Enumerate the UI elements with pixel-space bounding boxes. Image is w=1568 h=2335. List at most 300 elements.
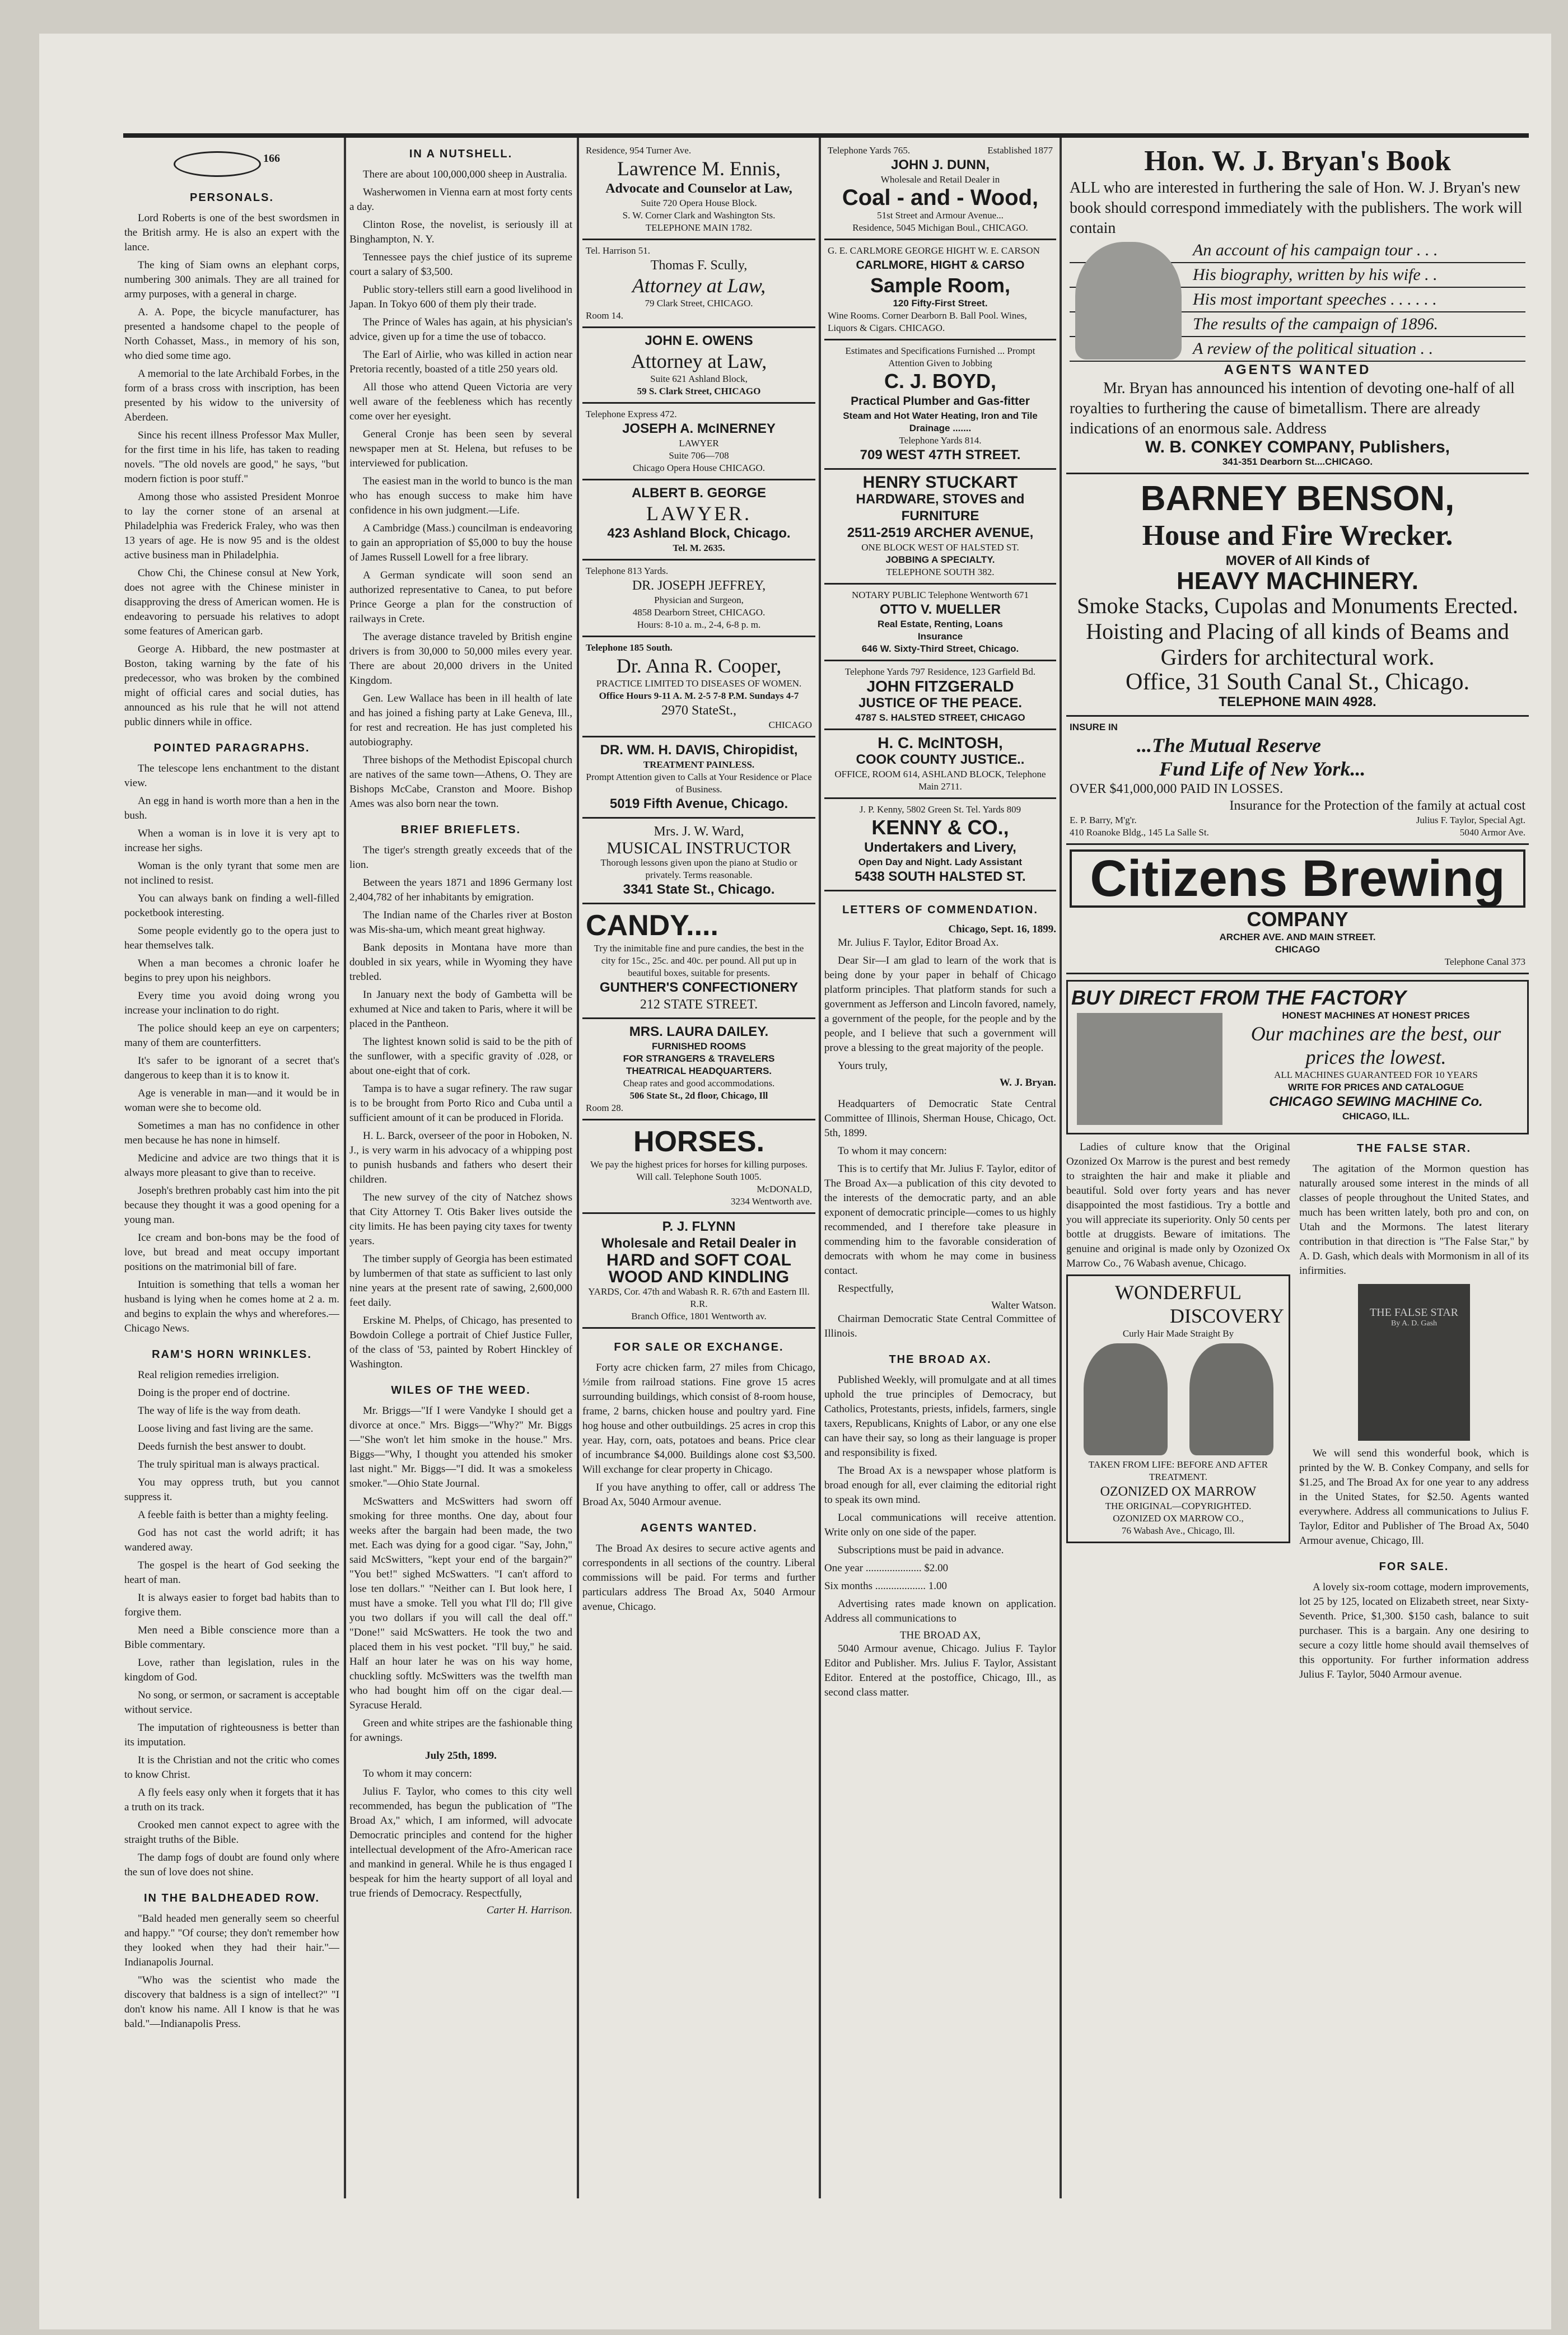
paragraph: To whom it may concern: bbox=[838, 1145, 947, 1157]
ad-horses bbox=[582, 1120, 815, 1214]
ad-text: CHICAGO bbox=[1275, 944, 1320, 955]
ad-jeffrey bbox=[582, 561, 815, 637]
ad-text: Wholesale and Retail Dealer in bbox=[601, 1236, 797, 1251]
ad-carlmore bbox=[824, 240, 1056, 340]
paragraph: Every time you avoid doing wrong you increase your inclination to do right. bbox=[124, 990, 339, 1016]
paragraph: It is the Christian and not the critic who comes to know Christ. bbox=[124, 1754, 339, 1781]
ad-ward bbox=[582, 819, 815, 904]
ad-title: Physician and Surgeon, bbox=[654, 595, 744, 605]
paragraph: "Who was the scientist who made the discovery that baldness is a sign of intellect?" "I don't know his name. All I know is that he was bald."—Indianapolis Press. bbox=[124, 1974, 339, 2030]
ad-benson bbox=[1066, 474, 1529, 717]
ad-title: Coal - and - Wood, bbox=[842, 185, 1039, 210]
ad-text: Room 14. bbox=[586, 310, 624, 321]
ad-title: JUSTICE OF THE PEACE. bbox=[858, 695, 1023, 711]
ad-owens bbox=[582, 328, 815, 404]
ad-citizens bbox=[1066, 845, 1529, 974]
letter-list bbox=[349, 1767, 572, 1901]
ad-text: E. P. Barry, M'g'r. bbox=[1070, 815, 1137, 825]
ad-text: Real Estate, Renting, Loans bbox=[878, 619, 1003, 629]
column-divider bbox=[577, 138, 579, 2198]
wiles-list bbox=[349, 1404, 572, 1745]
ad-text: Hours: 8-10 a. m., 2-4, 6-8 p. m. bbox=[637, 619, 761, 630]
ad-text: TREATMENT PAINLESS. bbox=[643, 759, 755, 770]
ad-name: H. C. McINTOSH, bbox=[878, 734, 1003, 751]
ad-text: NOTARY PUBLIC Telephone Wentworth 671 bbox=[852, 590, 1029, 600]
ad-title: Undertakers and Livery, bbox=[864, 840, 1016, 855]
brief-list bbox=[349, 843, 572, 1372]
paragraph: Deeds furnish the best answer to doubt. bbox=[138, 1441, 306, 1453]
ad-text: Insurance bbox=[917, 631, 963, 642]
paragraph: Green and white stripes are the fashionable thing for awnings. bbox=[349, 1717, 572, 1744]
ad-text: Room 28. bbox=[586, 1103, 624, 1113]
ad-name: BARNEY BENSON, bbox=[1140, 479, 1455, 518]
ad-name: Thomas F. Scully, bbox=[650, 258, 748, 273]
ad-text: ALL MACHINES GUARANTEED FOR 10 YEARS bbox=[1274, 1070, 1478, 1080]
ad-text: Telephone Yards 797 Residence, 123 Garfield Bd. bbox=[844, 666, 1036, 677]
ad-text: ARCHER AVE. AND MAIN STREET. bbox=[1219, 932, 1376, 942]
paragraph: A German syndicate will soon send an authorized representative to Canea, to put before Prince George a plan for the construction of railways in Crete. bbox=[349, 569, 572, 625]
bald-list bbox=[124, 1912, 339, 2032]
ad-name: MRS. LAURA DAILEY. bbox=[629, 1024, 769, 1039]
ad-title: MUSICAL INSTRUCTOR bbox=[606, 839, 791, 857]
ad-mueller bbox=[824, 585, 1056, 661]
masthead-logo bbox=[174, 151, 261, 177]
column-large-ads bbox=[1066, 140, 1529, 2212]
ad-name: CARLMORE, HIGHT & CARSO bbox=[856, 259, 1025, 272]
paragraph: A fly feels easy only when it forgets that it has a truth on its track. bbox=[124, 1787, 339, 1813]
ad-text: 423 Ashland Block, Chicago. bbox=[607, 526, 791, 541]
ad-text: MOVER of All Kinds of bbox=[1225, 553, 1370, 568]
paragraph: Washerwomen in Vienna earn at most forty cents a day. bbox=[349, 186, 572, 213]
ad-hours: Office Hours 9-11 A. M. 2-5 7-8 P.M. Sundays 4-7 bbox=[599, 690, 799, 701]
ad-name: JOSEPH A. McINERNEY bbox=[622, 421, 776, 436]
ad-text: FOR STRANGERS & TRAVELERS bbox=[623, 1053, 775, 1064]
ad-george bbox=[582, 480, 815, 561]
ad-text: 5019 Fifth Avenue, Chicago. bbox=[609, 796, 788, 811]
paragraph: Medicine and advice are two things that it is always more pleasant to give than to receive. bbox=[124, 1152, 339, 1179]
list-item: His most important speeches . . . . . . bbox=[1070, 288, 1525, 312]
ad-title: HORSES. bbox=[633, 1126, 765, 1158]
column-personals bbox=[124, 179, 339, 2234]
ad-text: TELEPHONE MAIN 1782. bbox=[645, 222, 753, 233]
ad-topline bbox=[828, 144, 1053, 157]
ad-name: JOHN J. DUNN, bbox=[890, 157, 990, 172]
ad-text: Branch Office, 1801 Wentworth av. bbox=[631, 1311, 767, 1321]
paragraph: Love, rather than legislation, rules in the kingdom of God. bbox=[124, 1657, 339, 1683]
ad-name: Citizens Brewing bbox=[1070, 849, 1525, 908]
ad-text: Suite 720 Opera House Block. bbox=[641, 198, 757, 208]
ad-title: Attorney at Law, bbox=[632, 274, 766, 297]
paragraph: Mr. Julius F. Taylor, Editor Broad Ax. bbox=[838, 937, 999, 949]
ad-title: Advocate and Counselor at Law, bbox=[605, 181, 792, 196]
paragraph: Between the years 1871 and 1896 Germany lost 2,404,782 of her inhabitants by emigration. bbox=[349, 877, 572, 903]
paragraph: Some people evidently go to the opera just to hear themselves talk. bbox=[124, 925, 339, 951]
book-title: THE FALSE STAR bbox=[1369, 1306, 1459, 1319]
ad-title: CANDY.... bbox=[586, 909, 718, 942]
ad-text: Suite 706—708 bbox=[669, 450, 729, 461]
ad-text: Tel. Harrison 51. bbox=[586, 245, 650, 256]
list-item: His biography, written by his wife . . bbox=[1070, 263, 1525, 288]
ad-title: Hon. W. J. Bryan's Book bbox=[1144, 145, 1451, 177]
ad-text: Telephone Canal 373 bbox=[1444, 956, 1525, 967]
paragraph: A Cambridge (Mass.) councilman is endeavoring to gain an appropriation of $5,000 to buy the house of James Russell Lowell for a free library. bbox=[349, 522, 572, 563]
paragraph: Clinton Rose, the novelist, is seriously ill at Binghampton, N. Y. bbox=[349, 219, 572, 245]
letter-signature: W. J. Bryan. bbox=[999, 1077, 1056, 1089]
ad-text: 5438 SOUTH HALSTED ST. bbox=[855, 869, 1026, 884]
paragraph: Intuition is something that tells a woman her husband is lying when he comes home at 2 a. m. and begins to explain the whys and wherefores.—Chicago News. bbox=[124, 1279, 339, 1334]
ad-title: Practical Plumber and Gas-fitter bbox=[851, 395, 1030, 408]
ad-text: HEAVY MACHINERY. bbox=[1177, 567, 1418, 595]
ad-text: Chicago Opera House CHICAGO. bbox=[632, 463, 766, 473]
ad-text: G. E. CARLMORE GEORGE HIGHT W. E. CARSON bbox=[828, 245, 1040, 256]
ad-text: OZONIZED OX MARROW CO., bbox=[1113, 1513, 1244, 1524]
sewing-machine-image bbox=[1077, 1013, 1222, 1125]
bryan-portrait bbox=[1075, 242, 1182, 359]
section-heading: POINTED PARAGRAPHS. bbox=[153, 742, 310, 754]
ad-davis bbox=[582, 737, 815, 819]
paragraph: Men need a Bible conscience more than a Bible commentary. bbox=[124, 1624, 339, 1651]
ad-flynn bbox=[582, 1214, 815, 1329]
ad-text: 212 STATE STREET. bbox=[640, 997, 758, 1012]
ox-column bbox=[1066, 1140, 1290, 1685]
paragraph: Among those who assisted President Monroe to lay the corner stone of an arsenal at Philadelphia was Frederick Fraley, who was then 13 years of age. He is now 95 and is the oldest active business man in Philadelphia. bbox=[124, 491, 339, 561]
paragraph: Joseph's brethren probably cast him into the pit because they thought it was a good opening for a young man. bbox=[124, 1185, 339, 1226]
ad-text: 79 Clark Street, CHICAGO. bbox=[645, 298, 753, 309]
paragraph: Sometimes a man has no confidence in other men because he has none in himself. bbox=[124, 1120, 339, 1146]
paragraph: An egg in hand is worth more than a hen in the bush. bbox=[124, 795, 339, 821]
paragraph: Bank deposits in Montana have more than doubled in six years, while in Wyoming they have trebled. bbox=[349, 942, 572, 983]
broad-ax-address: 5040 Armour avenue, Chicago. Julius F. Taylor Editor and Publisher. Mrs. Julius F. Taylor, Assistant Editor. Entered at the postoffice, Chicago, Ill., as second class matter. bbox=[824, 1643, 1056, 1698]
ad-text: Wine Rooms. Corner Dearborn B. Ball Pool. Wines, Liquors & Cigars. CHICAGO. bbox=[828, 310, 1027, 333]
paragraph: Lord Roberts is one of the best swordsmen in the British army. He is also an expert with the lance. bbox=[124, 212, 339, 253]
paragraph: God has not cast the world adrift; it has wandered away. bbox=[124, 1527, 339, 1553]
paragraph: When a woman is in love it is very apt to increase her sighs. bbox=[124, 828, 339, 854]
paragraph: Tampa is to have a sugar refinery. The raw sugar is to be brought from Porto Rico and Cuba until a sufficient amount of it can be produced in Florida. bbox=[349, 1083, 572, 1124]
ad-text: S. W. Corner Clark and Washington Sts. bbox=[622, 210, 776, 221]
paragraph: The Indian name of the Charles river at Boston was Mis-sha-um, which meant great highway. bbox=[349, 909, 572, 936]
bryan-list-wrap bbox=[1070, 239, 1525, 362]
ad-text: 709 WEST 47TH STREET. bbox=[860, 447, 1021, 463]
section-heading: PERSONALS. bbox=[189, 192, 274, 204]
column-nutshell bbox=[349, 140, 572, 2212]
paragraph: The damp fogs of doubt are found only where the sun of love does not shine. bbox=[124, 1852, 339, 1878]
paragraph: Three bishops of the Methodist Episcopal church are natives of the same town—Athens, O. They are Bishops McCabe, Cranston and Moore. Bishop Ames was also born near the town. bbox=[349, 754, 572, 810]
paragraph: Tennessee pays the chief justice of its supreme court a salary of $3,500. bbox=[349, 251, 572, 278]
paragraph: You can always bank on finding a well-filled pocketbook interesting. bbox=[124, 893, 339, 919]
ad-text: 2511-2519 ARCHER AVENUE, bbox=[847, 525, 1034, 540]
ad-name: Dr. Anna R. Cooper, bbox=[616, 655, 782, 677]
paragraph: Erskine M. Phelps, of Chicago, has presented to Bowdoin College a portrait of Chief Justice Fuller, of the class of '53, painted by Robert Hinckley of Washington. bbox=[349, 1315, 572, 1370]
ad-name: Mrs. J. W. Ward, bbox=[654, 824, 744, 839]
ad-text: Telephone 813 Yards. bbox=[586, 566, 669, 576]
ad-title: DISCOVERY bbox=[1169, 1305, 1284, 1327]
ad-text: Open Day and Night. Lady Assistant bbox=[858, 857, 1023, 867]
ox-text: Ladies of culture know that the Original Ozonized Ox Marrow is the purest and best remedy to straighten the hair and make it pliable and beautiful. Sold over forty years and has never disappointed the most fastidious. Try a bottle and you will appreciate its superiority. Only 50 cents per bottle at druggists. Beware of imitations. The genuine and original is made only by Ozonized Ox Marrow Co., 76 Wabash avenue, Chicago. bbox=[1066, 1141, 1290, 1269]
letter-signature: Carter H. Harrison. bbox=[486, 1904, 572, 1916]
ad-dunn bbox=[824, 140, 1056, 240]
ad-text: ONE BLOCK WEST OF HALSTED ST. bbox=[861, 542, 1019, 553]
ad-text: 4858 Dearborn Street, CHICAGO. bbox=[632, 607, 766, 618]
ad-text: Cheap rates and good accommodations. bbox=[623, 1078, 775, 1089]
paragraph: A. A. Pope, the bicycle manufacturer, has presented a handsome chapel to the people of North Cohasset, Mass., in memory of his son, who died some time ago. bbox=[124, 306, 339, 362]
paragraph: George A. Hibbard, the new postmaster at Boston, taking warning by the fate of his predecessor, who was broken by the combined might of official cares and social duties, has announced as his rule that he will not attend public dinners while in office. bbox=[124, 643, 339, 728]
section-heading: IN A NUTSHELL. bbox=[409, 148, 513, 160]
ad-name: OZONIZED OX MARROW bbox=[1100, 1484, 1257, 1499]
section-heading: BRIEF BRIEFLETS. bbox=[400, 824, 521, 836]
ad-ennis bbox=[582, 140, 815, 240]
ad-ox-marrow bbox=[1066, 1274, 1290, 1543]
section-heading: THE FALSE STAR. bbox=[1356, 1142, 1472, 1155]
ad-text: AGENTS WANTED bbox=[1224, 362, 1371, 377]
ad-text: CHICAGO, ILL. bbox=[1342, 1111, 1410, 1122]
paragraph: General Cronje has been seen by several newspaper men at St. Helena, but refuses to be interviewed for publication. bbox=[349, 428, 572, 469]
ad-text: We pay the highest prices for horses for killing purposes. Will call. Telephone South 1005. bbox=[590, 1159, 808, 1182]
ad-text: OFFICE, ROOM 614, ASHLAND BLOCK, Telephone Main 2711. bbox=[834, 769, 1046, 792]
ad-name: ALBERT B. GEORGE bbox=[631, 485, 766, 501]
ad-text: Insurance for the Protection of the family at actual cost bbox=[1229, 798, 1525, 813]
ad-text: 76 Wabash Ave., Chicago, Ill. bbox=[1122, 1525, 1235, 1536]
section-heading: THE BROAD AX. bbox=[889, 1353, 992, 1366]
paragraph: The new survey of the city of Natchez shows that City Attorney T. Otis Baker lives outside the city limits. He has been paying city taxes for twenty years. bbox=[349, 1192, 572, 1247]
ad-text: 341-351 Dearborn St....CHICAGO. bbox=[1222, 456, 1373, 467]
section-heading: WILES OF THE WEED. bbox=[391, 1384, 531, 1397]
ad-text: HARD and SOFT COAL bbox=[606, 1251, 791, 1269]
ad-sewing bbox=[1066, 980, 1529, 1134]
section-heading: FOR SALE. bbox=[1379, 1561, 1449, 1573]
rate-line: Six months ................... 1.00 bbox=[824, 1580, 948, 1592]
ad-text: 51st Street and Armour Avenue... bbox=[877, 210, 1004, 221]
false-star-text: The agitation of the Mormon question has naturally aroused some interest in the minds of all classes of people throughout the United States, and much has been written lately, both pro and con, on Utah and the Mormons. The latest literary contribution in that direction is "The False Star," by A. D. Gash, which deals with Mormonism in all of its infirmities. bbox=[1299, 1163, 1529, 1277]
ad-title: Sample Room, bbox=[870, 274, 1011, 297]
ad-name: P. J. FLYNN bbox=[662, 1219, 736, 1234]
rams-list bbox=[124, 1368, 339, 1880]
column-divider bbox=[819, 138, 821, 2198]
paragraph: The imputation of righteousness is better than its imputation. bbox=[124, 1722, 339, 1748]
ad-text: YARDS, Cor. 47th and Wabash R. R. 67th and Eastern Ill. R.R. bbox=[588, 1286, 810, 1309]
ad-name: ...The Mutual Reserve bbox=[1137, 734, 1321, 756]
paragraph: Ice cream and bon-bons may be the food of love, but bread and meat occupy important positions on the matrimonial bill of fare. bbox=[124, 1232, 339, 1273]
ad-dailey bbox=[582, 1019, 815, 1120]
book-cover bbox=[1358, 1284, 1470, 1441]
ad-text: OVER $41,000,000 PAID IN LOSSES. bbox=[1070, 782, 1284, 796]
ad-text: TELEPHONE MAIN 4928. bbox=[1219, 694, 1376, 709]
ad-text: CHICAGO bbox=[768, 720, 812, 730]
paragraph: Crooked men cannot expect to agree with the straight truths of the Bible. bbox=[124, 1819, 339, 1846]
ad-title: LAWYER. bbox=[646, 502, 752, 525]
ad-text: Julius F. Taylor, Special Agt. bbox=[1416, 815, 1525, 825]
ad-text: PRACTICE LIMITED TO DISEASES OF WOMEN. bbox=[596, 678, 802, 689]
paragraph: You may oppress truth, but you cannot suppress it. bbox=[124, 1477, 339, 1503]
ad-name: JOHN E. OWENS bbox=[645, 333, 753, 348]
top-rule bbox=[123, 133, 1529, 138]
ad-name: HENRY STUCKART bbox=[862, 473, 1018, 492]
ad-text: WOOD AND KINDLING bbox=[608, 1268, 790, 1286]
list-item: A review of the political situation . . bbox=[1070, 337, 1525, 362]
paragraph: It's safer to be ignorant of a secret that's dangerous to keep than it is to know it. bbox=[124, 1055, 339, 1081]
paragraph: Woman is the only tyrant that some men are not inclined to resist. bbox=[124, 860, 339, 886]
paragraph: Since his recent illness Professor Max Muller, for the first time in his life, has taken to reading novels. "The old novels are good," he says, "but modern fiction is poor stuff." bbox=[124, 429, 339, 485]
ad-text: Established 1877 bbox=[987, 145, 1053, 156]
paragraph: Mr. Briggs—"If I were Vandyke I should get a divorce at once." Mrs. Biggs—"Why?" Mr. Biggs—"She won't let him smoke in the house." Mrs. Biggs—"Why, I thought you attended his smoker last night." Mr. Biggs—"I did. It was a smokeless smoker."—Ohio State Journal. bbox=[349, 1405, 572, 1489]
sale-text: Forty acre chicken farm, 27 miles from Chicago, ½mile from railroad stations. Fine grove 15 acres surrounding buildings, which consist of 8-room house, frame, 2 barns, chicken house and poultry yard. Fine hog house and other outbuildings. 25 acres in crop this year. Hay, corn, oats, potatoes and beans. Price clear of incumbrance $4,000. Buildings alone cost $3,500. Will exchange for clear property in Chicago. bbox=[582, 1362, 815, 1475]
ad-mutual bbox=[1066, 717, 1529, 845]
ad-text: Curly Hair Made Straight By bbox=[1122, 1328, 1234, 1339]
ad-stuckart bbox=[824, 470, 1056, 585]
paragraph: When a man becomes a chronic loafer he begins to prey upon his neighbors. bbox=[124, 958, 339, 984]
ad-mcinerney bbox=[582, 404, 815, 480]
paragraph: This is to certify that Mr. Julius F. Taylor, editor of The Broad Ax—a publication of this city devoted to the interests of the democratic party, and an able exponent of democratic principle—comes to us highly recommended, and I therefore take pleasure in commending him to the favorable consideration of democrats with whom he may come in business contact. bbox=[824, 1163, 1056, 1277]
ad-text: HONEST MACHINES AT HONEST PRICES bbox=[1282, 1010, 1470, 1021]
hq-list bbox=[824, 1097, 1056, 1296]
paragraph: Gen. Lew Wallace has been in ill health of late and has joined a fishing party at Lake Geneva, Ill., for rest and recreation. He has just completed his autobiography. bbox=[349, 693, 572, 748]
nutshell-list bbox=[349, 167, 572, 811]
letter-signature-title: Chairman Democratic State Central Committee of Illinois. bbox=[824, 1313, 1056, 1339]
after-portrait bbox=[1189, 1343, 1273, 1455]
ad-name: Lawrence M. Ennis, bbox=[617, 157, 781, 180]
section-heading: AGENTS WANTED. bbox=[640, 1522, 758, 1534]
ad-title: LAWYER bbox=[679, 438, 719, 449]
paragraph: The average distance traveled by British engine drivers is from 30,000 to 50,000 miles every year. There are about 20,000 drivers in the United Kingdom. bbox=[349, 631, 572, 687]
ad-name: Fund Life of New York... bbox=[1159, 758, 1366, 780]
ad-text: 410 Roanoke Bldg., 145 La Salle St. bbox=[1070, 827, 1209, 838]
ad-text: 646 W. Sixty-Third Street, Chicago. bbox=[861, 643, 1019, 654]
ad-candy bbox=[582, 904, 815, 1019]
sale-text: If you have anything to offer, call or address The Broad Ax, 5040 Armour avenue. bbox=[582, 1482, 815, 1508]
ad-text: THEATRICAL HEADQUARTERS. bbox=[626, 1066, 772, 1076]
ad-mcintosh bbox=[824, 730, 1056, 799]
ad-text: 3234 Wentworth ave. bbox=[730, 1196, 812, 1207]
paragraph: Headquarters of Democratic State Central Committee of Illinois, Sherman House, Chicago, Oct. 5th, 1899. bbox=[824, 1098, 1056, 1139]
ad-text: 3341 State St., Chicago. bbox=[623, 882, 775, 897]
ad-name: C. J. BOYD, bbox=[884, 370, 997, 393]
section-heading: RAM'S HORN WRINKLES. bbox=[152, 1348, 312, 1361]
ad-fitzgerald bbox=[824, 661, 1056, 730]
ad-text: 4787 S. HALSTED STREET, CHICAGO bbox=[855, 712, 1025, 723]
ad-text: Mr. Bryan has announced his intention of devoting one-half of all royalties to furthering the cause of bimetallism. There are already indications of an enormous sale. Address bbox=[1070, 380, 1515, 437]
paragraph: The police should keep an eye on carpenters; many of them are counterfitters. bbox=[124, 1022, 339, 1049]
ad-text: WRITE FOR PRICES AND CATALOGUE bbox=[1287, 1082, 1464, 1092]
section-heading: FOR SALE OR EXCHANGE. bbox=[614, 1341, 784, 1353]
paragraph: The easiest man in the world to bunco is the man who has enough success to make him have confidence in his own judgment.—Life. bbox=[349, 475, 572, 516]
ad-text: 5040 Armor Ave. bbox=[1459, 827, 1525, 838]
paragraph: The Broad Ax is a newspaper whose platform is broad enough for all, ever claiming the editorial right to speak its own mind. bbox=[824, 1465, 1056, 1506]
paragraph: Loose living and fast living are the same. bbox=[138, 1423, 314, 1435]
paragraph: Doing is the proper end of doctrine. bbox=[138, 1387, 290, 1399]
paragraph: Chow Chi, the Chinese consul at New York, does not agree with the Chinese minister in disapproving the dress of American women. He is endeavoring to persuade his relatives to adopt some features of American garb. bbox=[124, 567, 339, 637]
paragraph: McSwatters and McSwitters had sworn off smoking for three months. One day, about four weeks after the bargain had been made, the two met. Each was dying for a good cigar. "Say, John," said McSwitters, "kept your end of the bargain?" "You bet!" sighed McSwatters. "I can't afford to lose ten dollars." "Neither can I. But look here, I must have a smoke. Tell you what I'll do; I'll give you two dollars if you will call the deal off." "Done!" said McSwatters. He took the two and placed them in his vest pocket. "I'll buy," he said. Half an hour later he was on his way home, chuckling softly. McSwitters was the twelfth man who had bought him off on the cigar deal.—Syracuse Herald. bbox=[349, 1496, 572, 1711]
ad-text: Residence, 954 Turner Ave. bbox=[586, 145, 692, 156]
paragraph: A memorial to the late Archibald Forbes, in the form of a brass cross with inscription, has been presented by his widow to the university of Aberdeen. bbox=[124, 368, 339, 423]
ad-name: DR. WM. H. DAVIS, Chiropidist, bbox=[600, 742, 798, 758]
ad-text: Telephone Express 472. bbox=[586, 409, 677, 419]
before-portrait bbox=[1084, 1343, 1168, 1455]
personals-list bbox=[124, 211, 339, 730]
for-sale-text: A lovely six-room cottage, modern improvements, lot 25 by 125, located on Elizabeth street, near Sixty-Seventh. Price, $1,300. $150 cash, balance to suit purchaser. This is a bargain. Any one desiring to secure a cozy little home should avail themselves of this opportunity. For further information address Julius F. Taylor, 5040 Armour avenue. bbox=[1299, 1581, 1529, 1680]
letter-date: Chicago, Sept. 16, 1899. bbox=[948, 923, 1056, 935]
paragraph: Age is venerable in man—and it would be in woman were she to become old. bbox=[124, 1087, 339, 1114]
paragraph: Real religion remedies irreligion. bbox=[138, 1369, 279, 1381]
paragraph: Dear Sir—I am glad to learn of the work that is being done by your paper in behalf of Chicago platform principles. That platform stands for such a government as Jefferson and Lincoln favored, namely, a government of the people, for the people and by the people, and I believe that such a government will prove a blessing to the great majority of the people. bbox=[824, 955, 1056, 1054]
ad-title: Attorney at Law, bbox=[631, 350, 767, 372]
ad-text: ALL who are interested in furthering the sale of Hon. W. J. Bryan's new book should correspond immediately with the publishers. The work will contain bbox=[1070, 179, 1523, 237]
paragraph: "Bald headed men generally seem so cheerful and happy." "Of course; they don't remember how they looked when they had their hair."—Indianapolis Journal. bbox=[124, 1913, 339, 1968]
ad-name: OTTO V. MUELLER bbox=[879, 602, 1001, 617]
false-star-text: We will send this wonderful book, which is printed by the W. B. Conkey Company, and sells for $1.25, and The Broad Ax for one year to any address in the United States, for $2.50. Agents wanted everywhere. Address all communications to Julius F. Taylor, Editor and Publisher of The Broad Ax, 5040 Armour avenue, Chicago, Ill. bbox=[1299, 1447, 1529, 1547]
paragraph: The Earl of Airlie, who was killed in action near Pretoria recently, boasted of a title 250 years old. bbox=[349, 349, 572, 375]
paragraph: The gospel is the heart of God seeking the heart of man. bbox=[124, 1559, 339, 1586]
column-ads-right bbox=[824, 140, 1056, 2212]
letter-date: July 25th, 1899. bbox=[425, 1750, 497, 1762]
paragraph: Published Weekly, will promulgate and at all times uphold the true principles of Democracy, but Catholics, Protestants, priests, infidels, farmers, single taxers, Republicans, Knights of Labor, or any one else can have their say, so long as their language is proper and responsibility is fixed. bbox=[824, 1374, 1056, 1459]
ad-name: DR. JOSEPH JEFFREY, bbox=[632, 578, 766, 593]
ad-title: COMPANY bbox=[1247, 908, 1348, 931]
rate-line: One year ..................... $2.00 bbox=[824, 1562, 949, 1574]
ad-text: Telephone 185 South. bbox=[586, 642, 673, 653]
ad-kenny bbox=[824, 799, 1056, 891]
ad-text: Office, 31 South Canal St., Chicago. bbox=[1126, 669, 1469, 695]
ad-name: McDONALD, bbox=[757, 1184, 812, 1194]
paragraph: The timber supply of Georgia has been estimated by lumbermen of that state as sufficient to last only nine years at the present rate of sawing, 2,600,000 feet daily. bbox=[349, 1253, 572, 1309]
ad-text: Steam and Hot Water Heating, Iron and Tile Drainage ....... bbox=[843, 410, 1038, 433]
paragraph: The tiger's strength greatly exceeds that of the lion. bbox=[349, 844, 572, 871]
ad-text: Prompt Attention given to Calls at Your Residence or Place of Business. bbox=[586, 772, 812, 795]
list-item: The results of the campaign of 1896. bbox=[1070, 312, 1525, 337]
ad-boyd bbox=[824, 340, 1056, 470]
ad-text: 59 S. Clark Street, CHICAGO bbox=[637, 386, 761, 396]
list-item: An account of his campaign tour . . . bbox=[1070, 239, 1525, 263]
letter-signature: Walter Watson. bbox=[991, 1300, 1056, 1311]
ad-text: Smoke Stacks, Cupolas and Monuments Erected. Hoisting and Placing of all kinds of Beams and Girders for architectural work. bbox=[1077, 593, 1518, 670]
section-heading: IN THE BALDHEADED ROW. bbox=[144, 1892, 320, 1904]
ad-text: Thorough lessons given upon the piano at Studio or privately. Terms reasonable. bbox=[600, 857, 797, 880]
paragraph: The telescope lens enchantment to the distant view. bbox=[124, 763, 339, 789]
pointed-list bbox=[124, 762, 339, 1336]
ox-images bbox=[1072, 1343, 1284, 1455]
ad-title: COOK COUNTY JUSTICE.. bbox=[856, 752, 1025, 767]
ad-text: Telephone Yards 765. bbox=[828, 145, 911, 156]
ad-title: BUY DIRECT FROM THE FACTORY bbox=[1071, 986, 1407, 1009]
paragraph: There are about 100,000,000 sheep in Australia. bbox=[363, 169, 567, 180]
ad-title: House and Fire Wrecker. bbox=[1142, 520, 1453, 552]
ad-name: CHICAGO SEWING MACHINE Co. bbox=[1269, 1094, 1483, 1109]
ad-name: W. B. CONKEY COMPANY, Publishers, bbox=[1145, 438, 1450, 456]
column-divider bbox=[344, 138, 346, 2198]
ad-text: FURNISHED ROOMS bbox=[651, 1041, 746, 1052]
paragraph: The Prince of Wales has again, at his physician's advice, given up for a time the use of tobacco. bbox=[349, 316, 572, 343]
ad-text: Residence, 5045 Michigan Boul., CHICAGO. bbox=[852, 222, 1028, 233]
ad-name: JOHN FITZGERALD bbox=[866, 678, 1014, 695]
ad-text: Our machines are the best, our prices the lowest. bbox=[1250, 1022, 1501, 1068]
ad-row bbox=[1070, 826, 1525, 839]
agents-text: The Broad Ax desires to secure active agents and correspondents in all sections of the country. Liberal commissions will be paid. For terms and further particulars address The Broad Ax, 5040 Armour avenue, Chicago. bbox=[582, 1543, 815, 1613]
ad-text: TELEPHONE SOUTH 382. bbox=[886, 567, 995, 577]
paragraph: A feeble faith is better than a mighty feeling. bbox=[138, 1509, 329, 1521]
false-star-column bbox=[1299, 1140, 1529, 1685]
ad-text: 120 Fifty-First Street. bbox=[893, 298, 988, 309]
ad-name: KENNY & CO., bbox=[871, 816, 1009, 839]
paragraph: All those who attend Queen Victoria are very well aware of the feebleness which has recently come over her eyesight. bbox=[349, 381, 572, 422]
ad-text: Wholesale and Retail Dealer in bbox=[880, 174, 1000, 185]
ad-text: HARDWARE, STOVES and FURNITURE bbox=[856, 492, 1025, 524]
bottom-split bbox=[1066, 1140, 1529, 1685]
paragraph: The truly spiritual man is always practical. bbox=[138, 1459, 320, 1470]
paragraph: To whom it may concern: bbox=[363, 1768, 472, 1780]
ad-text: J. P. Kenny, 5802 Green St. Tel. Yards 809 bbox=[859, 804, 1021, 815]
ad-scully bbox=[582, 240, 815, 328]
paragraph: H. L. Barck, overseer of the poor in Hoboken, N. J., is very warm in his advocacy of a whipping post to punish husbands and fathers who desert their children. bbox=[349, 1130, 572, 1185]
paragraph: Respectfully, bbox=[838, 1283, 894, 1295]
ad-cooper bbox=[582, 637, 815, 737]
